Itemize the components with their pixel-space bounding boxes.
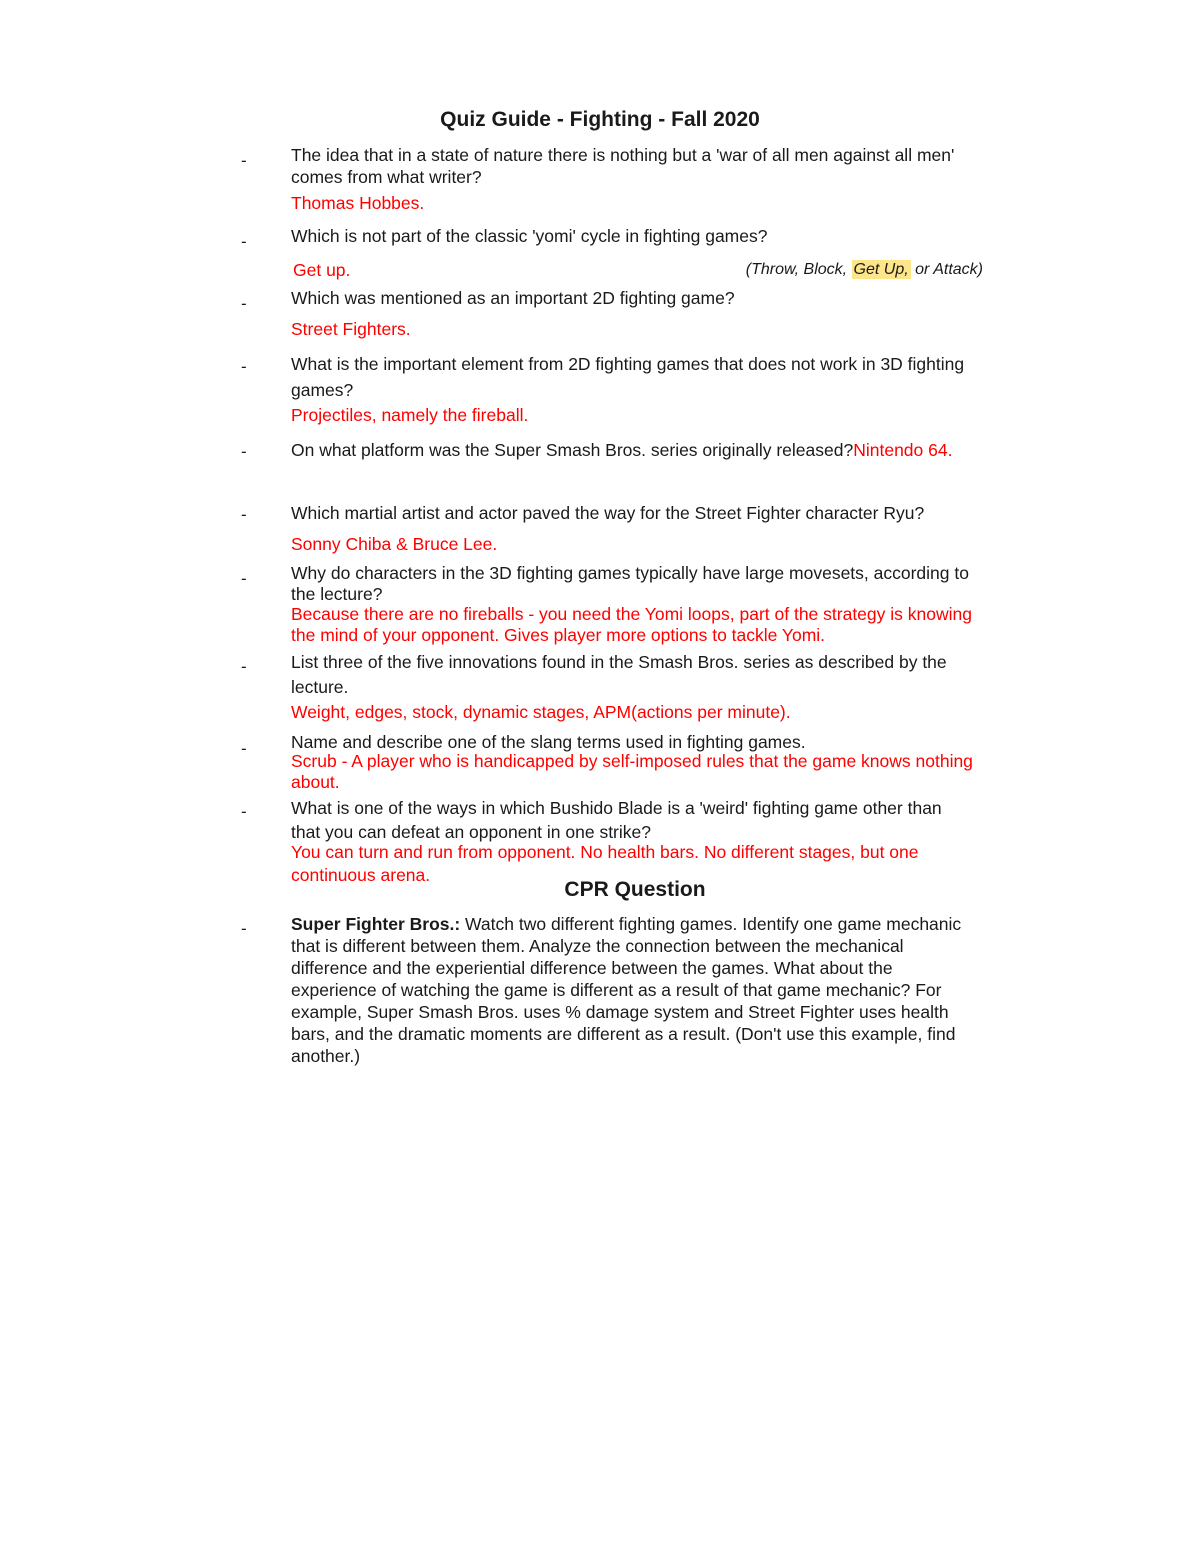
bullet: - (241, 657, 247, 676)
bullet: - (241, 151, 247, 170)
bullet: - (241, 357, 247, 376)
cpr-text (291, 913, 981, 1067)
question-text (291, 498, 951, 560)
answer-text: You can turn and run from opponent. No health bars. No different stages, but one continuous arena. (291, 842, 919, 885)
question-text: List three of the five innovations found in the Smash Bros. series as described by the lecture. (291, 652, 947, 697)
cpr-body: Watch two different fighting games. Identify one game mechanic that is different between them. Analyze the connection between the mechanical difference and the experiential difference between the games. What about the experience of watching the game is different as a result of that game mechanic? For example, Super Smash Bros. uses % damage system and Street Fighter uses health bars, and the dramatic moments are different as a result. (Don't use this example, find another.) (291, 914, 962, 1066)
bullet: - (241, 442, 247, 461)
options-prefix: (Throw, Block, (745, 261, 852, 278)
question-text (291, 435, 985, 466)
answer-text: Weight, edges, stock, dynamic stages, APM(actions per minute). (291, 702, 791, 722)
answer-text: Thomas Hobbes. (291, 193, 425, 213)
answer-text: Get up. (293, 260, 351, 280)
question-body: On what platform was the Super Smash Bros. series originally released? (291, 440, 854, 460)
bullet: - (241, 569, 247, 588)
question-text: Which was mentioned as an important 2D fighting game? (291, 288, 735, 308)
bullet: - (241, 802, 247, 821)
options-suffix: or Attack) (910, 261, 983, 278)
highlighted-option: Get Up, (853, 261, 909, 278)
question-text: What is one of the ways in which Bushido Blade is a 'weird' fighting game other than that you can defeat an opponent in one strike? (291, 798, 942, 842)
answer-text: Street Fighters. (291, 319, 411, 339)
question-text: Name and describe one of the slang terms used in fighting games. (291, 732, 806, 752)
page-title: Quiz Guide - Fighting - Fall 2020 (440, 108, 760, 131)
question-text: What is the important element from 2D fighting games that does not work in 3D fighting games? (291, 354, 965, 400)
answer-text: Because there are no fireballs - you need the Yomi loops, part of the strategy is knowing the mind of your opponent. Gives player more options to tackle Yomi. (291, 604, 972, 645)
bullet: - (241, 294, 247, 313)
bullet: - (241, 505, 247, 524)
question-body: Which martial artist and actor paved the way for the Street Fighter character Ryu? (291, 503, 925, 523)
question-text: Why do characters in the 3D fighting games typically have large movesets, according to the lecture? (291, 563, 969, 604)
answer-text: Sonny Chiba & Bruce Lee. (291, 534, 498, 554)
answer-options (746, 259, 983, 281)
bullet: - (241, 919, 247, 938)
cpr-label: Super Fighter Bros.: (291, 914, 461, 934)
question-text: The idea that in a state of nature there is nothing but a 'war of all men against all men' comes from what writer? (291, 145, 955, 187)
answer-text: Projectiles, namely the fireball. (291, 405, 529, 425)
question-text: Which is not part of the classic 'yomi' cycle in fighting games? (291, 226, 768, 246)
answer-text: Scrub - A player who is handicapped by self-imposed rules that the game knows nothing about. (291, 751, 973, 792)
answer-text: Nintendo 64. (853, 440, 953, 460)
cpr-heading: CPR Question (564, 878, 706, 901)
bullet: - (241, 739, 247, 758)
bullet: - (241, 232, 247, 251)
